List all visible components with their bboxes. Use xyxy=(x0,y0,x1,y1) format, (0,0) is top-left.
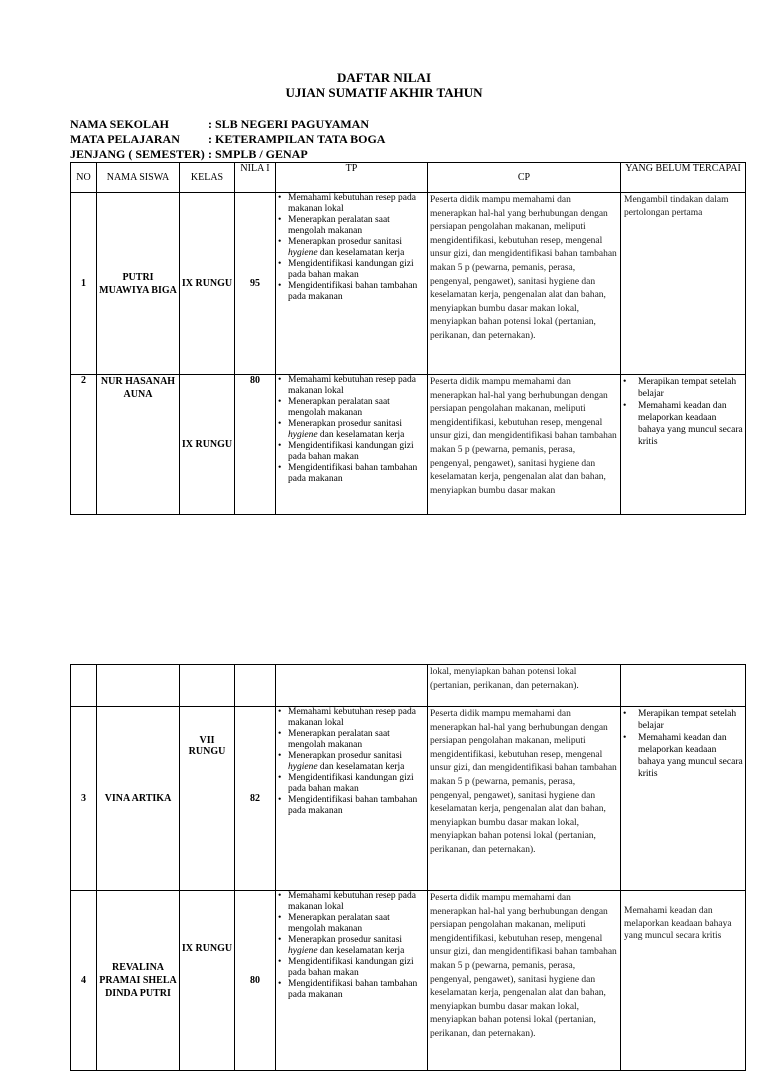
row-no: 3 xyxy=(71,707,97,891)
row-nilai: 80 xyxy=(235,891,276,1071)
row-yang-belum xyxy=(621,375,746,515)
tp-item-hygiene: hygiene xyxy=(288,248,318,258)
tp-item-text: Menerapkan prosedur sanitasi xyxy=(288,751,402,761)
meta-subject xyxy=(70,132,385,146)
row-cp: Peserta didik mampu memahami dan menerapkan hal-hal yang berhubungan dengan persiapan pengolahan makanan, meliputi mengidentifikasi, kebutuhan resep, mengenal unsur gizi, dan mengidentifikasi bahan tambahan makan 5 p (pewarna, pemanis, perasa, pengenyal, pengawet), sanitasi hygiene dan keselamatan kerja, pengenalan alat dan bahan, menyiapkan bumbu dasar makan lokal, menyiapkan bahan potensi lokal (pertanian, perikanan, dan peternakan). xyxy=(428,891,621,1071)
header-nama: NAMA SISWA xyxy=(97,163,180,193)
empty-cell xyxy=(97,665,180,707)
row-cp: Peserta didik mampu memahami dan menerapkan hal-hal yang berhubungan dengan persiapan pengolahan makanan, meliputi mengidentifikasi, kebutuhan resep, mengenal unsur gizi, dan mengidentifikasi bahan tambahan makan 5 p (pewarna, pemanis, perasa, pengenyal, pengawet), sanitasi hygiene dan keselamatan kerja, pengenalan alat dan bahan, menyiapkan bumbu dasar makan lokal, menyiapkan bahan potensi lokal (pertanian, perikanan, dan peternakan). xyxy=(428,707,621,891)
empty-cell xyxy=(180,665,235,707)
yang-belum-item: • Memahami keadan dan melaporkan keadaan bahaya yang muncul secara kritis xyxy=(638,732,745,780)
tp-item xyxy=(288,935,427,957)
row-kelas: IX RUNGU xyxy=(180,375,235,515)
table-row xyxy=(71,707,746,891)
table-row xyxy=(71,891,746,1071)
tp-item xyxy=(288,419,427,441)
grades-table-page-1 xyxy=(70,162,746,515)
row-nama: PUTRI MUAWIYA BIGA xyxy=(97,193,180,375)
row-nama: NUR HASANAH AUNA xyxy=(97,375,180,515)
tp-item xyxy=(288,237,427,259)
header-cp: CP xyxy=(428,163,621,193)
table-row-continuation xyxy=(71,665,746,707)
row-tp xyxy=(276,375,428,515)
tp-item-text: Menerapkan prosedur sanitasi xyxy=(288,237,402,247)
row-kelas: IX RUNGU xyxy=(180,193,235,375)
row-nilai: 82 xyxy=(235,707,276,891)
tp-item: • Menerapkan peralatan saat mengolah makanan xyxy=(288,397,427,419)
tp-item: • Menerapkan peralatan saat mengolah makanan xyxy=(288,729,427,751)
empty-cell xyxy=(71,665,97,707)
meta-subject-key: MATA PELAJARAN xyxy=(70,132,180,146)
row-kelas: VII RUNGU xyxy=(180,707,235,891)
tp-item-text: Menerapkan prosedur sanitasi xyxy=(288,935,402,945)
empty-cell xyxy=(621,665,746,707)
tp-item: • Mengidentifikasi kandungan gizi pada bahan makan xyxy=(288,259,427,281)
tp-item-text: dan keselamatan kerja xyxy=(319,762,405,772)
tp-item: • Mengidentifikasi kandungan gizi pada bahan makan xyxy=(288,773,427,795)
tp-item-hygiene: hygiene xyxy=(288,430,318,440)
yang-belum-item: • Merapikan tempat setelah belajar xyxy=(638,376,745,400)
row-no: 4 xyxy=(71,891,97,1071)
tp-item-text: dan keselamatan kerja xyxy=(319,430,405,440)
tp-item: • Menerapkan peralatan saat mengolah makanan xyxy=(288,215,427,237)
table-row xyxy=(71,375,746,515)
row-yang-belum xyxy=(621,707,746,891)
document-title: DAFTAR NILAI xyxy=(336,70,431,85)
meta-school-key: NAMA SEKOLAH xyxy=(70,117,170,131)
tp-item-hygiene: hygiene xyxy=(288,762,318,772)
tp-item: • Memahami kebutuhan resep pada makanan lokal xyxy=(288,707,427,729)
tp-item-text: dan keselamatan kerja xyxy=(319,248,405,258)
document-subtitle: UJIAN SUMATIF AKHIR TAHUN xyxy=(285,85,483,100)
row-cp: Peserta didik mampu memahami dan menerapkan hal-hal yang berhubungan dengan persiapan pengolahan makanan, meliputi mengidentifikasi, kebutuhan resep, mengenal unsur gizi, dan mengidentifikasi bahan tambahan makan 5 p (pewarna, pemanis, perasa, pengenyal, pengawet), sanitasi hygiene dan keselamatan kerja, pengenalan alat dan bahan, menyiapkan bumbu dasar makan xyxy=(428,375,621,515)
meta-school xyxy=(70,117,369,131)
meta-level-key: JENJANG ( SEMESTER) xyxy=(70,147,205,161)
tp-item: • Mengidentifikasi kandungan gizi pada bahan makan xyxy=(288,441,427,463)
row-nama: VINA ARTIKA xyxy=(97,707,180,891)
table-header-row xyxy=(71,163,746,193)
empty-cell xyxy=(276,665,428,707)
meta-level xyxy=(70,147,308,161)
row-nama: REVALINA PRAMAI SHELA DINDA PUTRI xyxy=(97,891,180,1071)
header-nilai: NILA I xyxy=(235,163,276,193)
yang-belum-item: • Merapikan tempat setelah belajar xyxy=(638,708,745,732)
tp-item-text: dan keselamatan kerja xyxy=(319,946,405,956)
row-yang-belum: Mengambil tindakan dalam pertolongan pertama xyxy=(621,193,746,375)
row-cp-continued: lokal, menyiapkan bahan potensi lokal (pertanian, perikanan, dan peternakan). xyxy=(428,665,621,707)
row-no: 1 xyxy=(71,193,97,375)
row-no: 2 xyxy=(71,375,97,515)
yang-belum-item: • Memahami keadan dan melaporkan keadaan bahaya yang muncul secara kritis xyxy=(638,400,745,448)
row-tp xyxy=(276,193,428,375)
grades-table-page-2 xyxy=(70,664,746,1071)
tp-item-hygiene: hygiene xyxy=(288,946,318,956)
row-cp: Peserta didik mampu memahami dan menerapkan hal-hal yang berhubungan dengan persiapan pengolahan makanan, meliputi mengidentifikasi, kebutuhan resep, mengenal unsur gizi, dan mengidentifikasi bahan tambahan makan 5 p (pewarna, pemanis, perasa, pengenyal, pengawet), sanitasi hygiene dan keselamatan kerja, pengenalan alat dan bahan, menyiapkan bumbu dasar makan lokal, menyiapkan bahan potensi lokal (pertanian, perikanan, dan peternakan). xyxy=(428,193,621,375)
row-tp xyxy=(276,707,428,891)
tp-item: • Mengidentifikasi kandungan gizi pada bahan makan xyxy=(288,957,427,979)
meta-school-value: : SLB NEGERI PAGUYAMAN xyxy=(208,117,370,131)
tp-item: • Memahami kebutuhan resep pada makanan lokal xyxy=(288,891,427,913)
tp-item xyxy=(288,751,427,773)
tp-item: • Memahami kebutuhan resep pada makanan lokal xyxy=(288,375,427,397)
empty-cell xyxy=(235,665,276,707)
header-yang-belum: YANG BELUM TERCAPAI xyxy=(621,163,746,193)
row-kelas: IX RUNGU xyxy=(180,891,235,1071)
meta-subject-value: : KETERAMPILAN TATA BOGA xyxy=(208,132,386,146)
row-nilai: 80 xyxy=(235,375,276,515)
table-row xyxy=(71,193,746,375)
row-nilai: 95 xyxy=(235,193,276,375)
tp-item-text: Menerapkan prosedur sanitasi xyxy=(288,419,402,429)
tp-item: • Mengidentifikasi bahan tambahan pada makanan xyxy=(288,281,427,303)
header-tp: TP xyxy=(276,163,428,193)
tp-item: • Mengidentifikasi bahan tambahan pada makanan xyxy=(288,463,427,485)
row-tp xyxy=(276,891,428,1071)
tp-item: • Menerapkan peralatan saat mengolah makanan xyxy=(288,913,427,935)
header-no: NO xyxy=(71,163,97,193)
meta-level-value: : SMPLB / GENAP xyxy=(208,147,308,161)
header-kelas: KELAS xyxy=(180,163,235,193)
tp-item: • Mengidentifikasi bahan tambahan pada makanan xyxy=(288,979,427,1001)
tp-item: • Memahami kebutuhan resep pada makanan lokal xyxy=(288,193,427,215)
row-yang-belum: Memahami keadan dan melaporkan keadaan bahaya yang muncul secara kritis xyxy=(621,891,746,1071)
tp-item: • Mengidentifikasi bahan tambahan pada makanan xyxy=(288,795,427,817)
